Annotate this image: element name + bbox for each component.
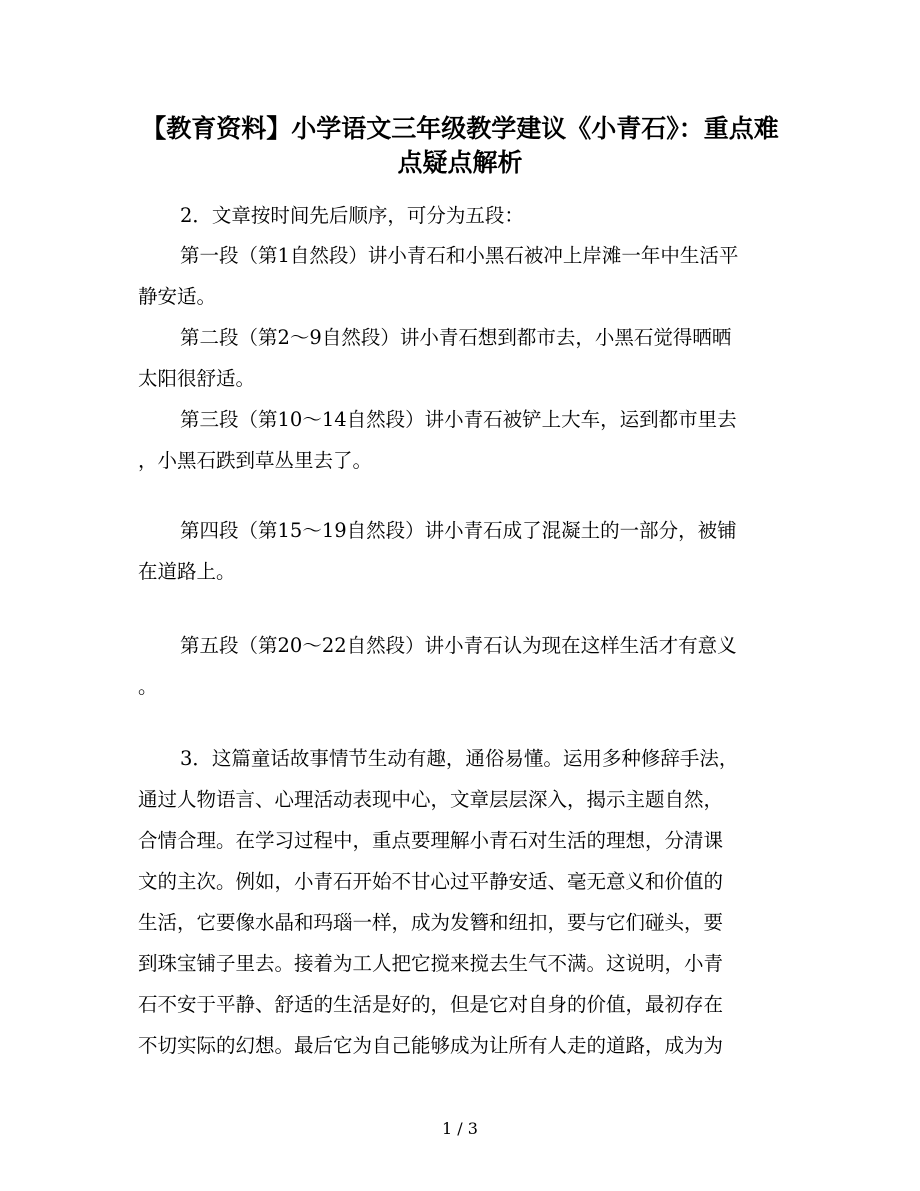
body-line: 到珠宝铺子里去。接着为工人把它搅来搅去生气不满。这说明，小青 bbox=[138, 952, 724, 975]
body-line: 第五段（第20～22自然段）讲小青石认为现在这样生活才有意义 bbox=[180, 634, 737, 657]
body-line: 石不安于平静、舒适的生活是好的，但是它对自身的价值，最初存在 bbox=[138, 993, 724, 1016]
body-line: 第二段（第2～9自然段）讲小青石想到都市去，小黑石觉得晒晒 bbox=[180, 326, 732, 349]
body-line: 。 bbox=[138, 675, 158, 698]
page-number: 1 / 3 bbox=[442, 1119, 478, 1138]
body-line: 第四段（第15～19自然段）讲小青石成了混凝土的一部分，被铺 bbox=[180, 519, 737, 542]
body-line: 第三段（第10～14自然段）讲小青石被铲上大车，运到都市里去 bbox=[180, 408, 737, 431]
title-line-2: 点疑点解析 bbox=[397, 148, 523, 177]
body-line: 2．文章按时间先后顺序，可分为五段： bbox=[180, 204, 524, 227]
body-line: 生活，它要像水晶和玛瑙一样，成为发簪和纽扣，要与它们碰头，要 bbox=[138, 911, 724, 934]
body-line: 第一段（第1自然段）讲小青石和小黑石被冲上岸滩一年中生活平 bbox=[180, 244, 739, 267]
document-title bbox=[120, 112, 800, 180]
body-line: 太阳很舒适。 bbox=[138, 367, 256, 390]
body-line: 合情合理。在学习过程中，重点要理解小青石对生活的理想，分清课 bbox=[138, 829, 724, 852]
title-line-1: 【教育资料】小学语文三年级教学建议《小青石》：重点难 bbox=[141, 114, 779, 143]
body-line: 静安适。 bbox=[138, 285, 217, 308]
body-line: 通过人物语言、心理活动表现中心，文章层层深入，揭示主题自然， bbox=[138, 788, 724, 811]
body-line: 文的主次。例如，小青石开始不甘心过平静安适、毫无意义和价值的 bbox=[138, 870, 724, 893]
body-line: ，小黑石跌到草丛里去了。 bbox=[138, 449, 373, 472]
body-line: 3．这篇童话故事情节生动有趣，通俗易懂。运用多种修辞手法， bbox=[180, 747, 739, 770]
body-line: 不切实际的幻想。最后它为自己能够成为让所有人走的道路，成为为 bbox=[138, 1034, 724, 1057]
body-line: 在道路上。 bbox=[138, 560, 236, 583]
